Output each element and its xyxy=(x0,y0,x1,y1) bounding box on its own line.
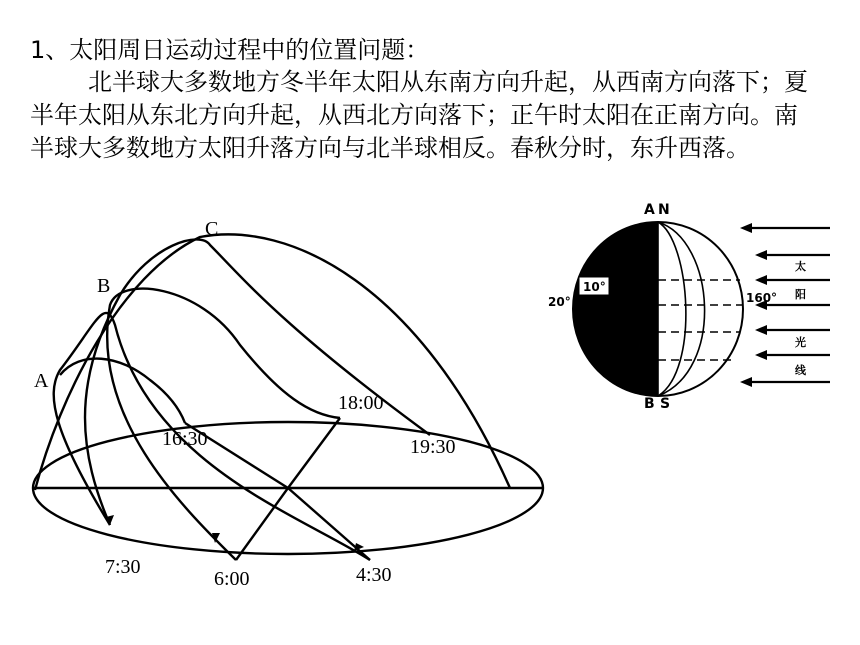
globe-diagram xyxy=(540,200,840,412)
time-label-0600: 6:00 xyxy=(214,568,250,590)
time-label-0730: 7:30 xyxy=(105,556,141,578)
time-label-1930: 19:30 xyxy=(410,436,456,458)
label-north-a: A xyxy=(644,202,655,218)
sun-path-a xyxy=(54,313,370,560)
sun-ray-head-5 xyxy=(755,325,767,335)
label-right-longitude: 160° xyxy=(746,291,778,305)
meridian-arc-1 xyxy=(658,222,686,396)
label-left-longitude: 20° xyxy=(548,295,571,309)
sunlight-char-3: 光 xyxy=(795,336,806,349)
label-south-b: B xyxy=(644,396,655,412)
sun-ray-head-3 xyxy=(755,275,767,285)
time-label-1800: 18:00 xyxy=(338,392,384,414)
sky-path-diagram xyxy=(0,215,520,595)
label-south-s: S xyxy=(660,396,671,412)
time-label-0430: 4:30 xyxy=(356,564,392,586)
point-label-b: B xyxy=(97,275,111,297)
sun-ray-head-1 xyxy=(740,223,752,233)
label-box-longitude: 10° xyxy=(583,280,606,294)
label-north-n: N xyxy=(658,202,670,218)
time-label-1630: 16:30 xyxy=(162,428,208,450)
sun-ray-head-7 xyxy=(740,377,752,387)
night-hemisphere xyxy=(573,222,658,396)
sunlight-char-1: 太 xyxy=(795,260,806,273)
sun-ray-head-2 xyxy=(755,250,767,260)
point-label-c: C xyxy=(205,218,219,240)
meridian-arc-2 xyxy=(658,222,705,396)
point-label-a: A xyxy=(34,370,49,392)
sunlight-char-2: 阳 xyxy=(795,288,806,301)
sunlight-char-4: 线 xyxy=(795,364,806,377)
section-heading: 1、太阳周日运动过程中的位置问题： xyxy=(30,36,430,64)
body-paragraph: 北半球大多数地方冬半年太阳从东南方向升起，从西南方向落下；夏半年太阳从东北方向升起，从西北方向落下；正午时太阳在正南方向。南半球大多数地方太阳升落方向与北半球相反。春秋分时，东升西落。 xyxy=(30,68,808,162)
sun-ray-head-6 xyxy=(755,350,767,360)
